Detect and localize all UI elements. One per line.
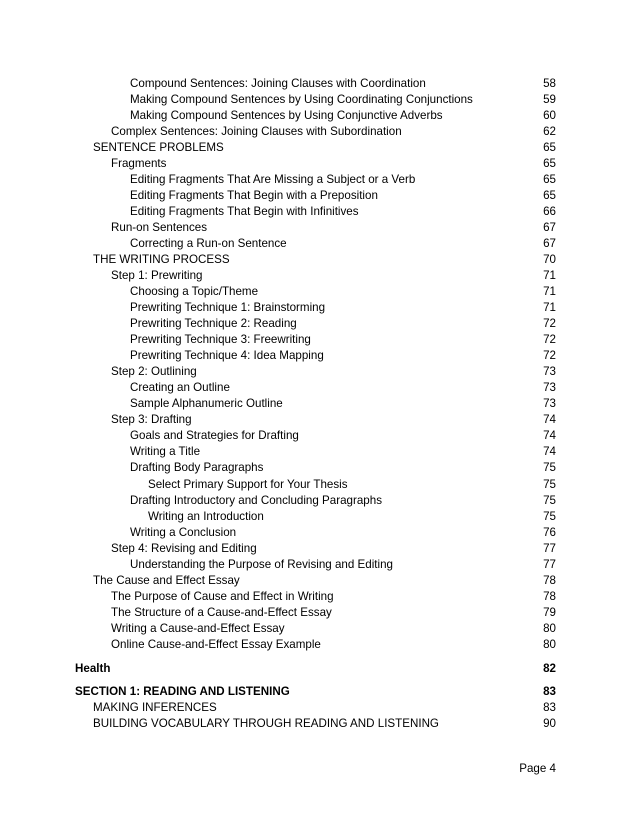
toc-entry[interactable] — [0, 124, 630, 140]
toc-entry[interactable] — [0, 412, 630, 428]
toc-entry-label: Online Cause-and-Effect Essay Example — [111, 638, 321, 651]
toc-entry-label: Writing a Cause-and-Effect Essay — [111, 622, 285, 635]
toc-entry-page: 74 — [543, 429, 556, 442]
toc-entry-label: Drafting Introductory and Concluding Paragraphs — [130, 494, 382, 507]
toc-entry-label: MAKING INFERENCES — [93, 701, 217, 714]
toc-entry[interactable] — [0, 316, 630, 332]
toc-entry-page: 60 — [543, 109, 556, 122]
toc-entry[interactable] — [0, 76, 630, 92]
toc-entry[interactable] — [0, 700, 630, 716]
toc-entry-page: 59 — [543, 93, 556, 106]
toc-entry-label: Writing a Conclusion — [130, 526, 237, 539]
toc-entry[interactable] — [0, 364, 630, 380]
toc-entry-page: 77 — [543, 542, 556, 555]
toc-entry-page: 74 — [543, 413, 556, 426]
toc-entry[interactable] — [0, 573, 630, 589]
toc-entry-label: Run-on Sentences — [111, 221, 208, 234]
toc-entry[interactable] — [0, 332, 630, 348]
toc-entry-page: 83 — [543, 701, 556, 714]
toc-entry[interactable] — [0, 477, 630, 493]
toc-entry-label: The Cause and Effect Essay — [93, 574, 240, 587]
toc-entry[interactable] — [0, 380, 630, 396]
toc-entry-page: 80 — [543, 638, 556, 651]
toc-entry-page: 76 — [543, 526, 556, 539]
toc-entry-label: Prewriting Technique 3: Freewriting — [130, 333, 311, 346]
toc-section-entry[interactable] — [0, 684, 630, 700]
toc-entry-page: 75 — [543, 494, 556, 507]
toc-entry-label: Making Compound Sentences by Using Coordinating Conjunctions — [130, 93, 473, 106]
toc-entry-page: 71 — [543, 301, 556, 314]
toc-entry-label: Select Primary Support for Your Thesis — [148, 478, 348, 491]
toc-entry-page: 75 — [543, 461, 556, 474]
toc-entry-label: Making Compound Sentences by Using Conjunctive Adverbs — [130, 109, 443, 122]
toc-entry-page: 65 — [543, 141, 556, 154]
toc-entry-label: Step 4: Revising and Editing — [111, 542, 257, 555]
toc-entry[interactable] — [0, 525, 630, 541]
toc-entry-page: 77 — [543, 558, 556, 571]
toc-entry-page: 82 — [543, 662, 556, 675]
toc-entry[interactable] — [0, 444, 630, 460]
toc-entry-page: 65 — [543, 173, 556, 186]
toc-entry[interactable] — [0, 637, 630, 653]
toc-entry-label: The Structure of a Cause-and-Effect Essay — [111, 606, 332, 619]
toc-entry-page: 65 — [543, 157, 556, 170]
toc-entry-label: Choosing a Topic/Theme — [130, 285, 259, 298]
toc-entry-page: 67 — [543, 237, 556, 250]
toc-entry-page: 73 — [543, 397, 556, 410]
toc-entry-page: 80 — [543, 622, 556, 635]
toc-entry[interactable] — [0, 428, 630, 444]
toc-entry-label: Writing a Title — [130, 445, 201, 458]
toc-entry-label: Goals and Strategies for Drafting — [130, 429, 299, 442]
toc-entry-label: Correcting a Run-on Sentence — [130, 237, 287, 250]
toc-entry-page: 58 — [543, 77, 556, 90]
toc-entry[interactable] — [0, 493, 630, 509]
toc-entry-page: 74 — [543, 445, 556, 458]
toc-entry[interactable] — [0, 204, 630, 220]
toc-entry-page: 78 — [543, 574, 556, 587]
toc-entry-label: Editing Fragments That Begin with a Preposition — [130, 189, 378, 202]
toc-entry-page: 73 — [543, 381, 556, 394]
toc-entry[interactable] — [0, 300, 630, 316]
toc-entry-label: Prewriting Technique 2: Reading — [130, 317, 297, 330]
toc-entry[interactable] — [0, 172, 630, 188]
toc-entry[interactable] — [0, 460, 630, 476]
toc-entry-page: 90 — [543, 717, 556, 730]
toc-entry[interactable] — [0, 541, 630, 557]
toc-entry-page: 71 — [543, 269, 556, 282]
toc-entry-label: Writing an Introduction — [148, 510, 264, 523]
toc-entry-label: Prewriting Technique 4: Idea Mapping — [130, 349, 324, 362]
toc-entry-label: Prewriting Technique 1: Brainstorming — [130, 301, 326, 314]
toc-entry[interactable] — [0, 188, 630, 204]
toc-entry-label: SECTION 1: READING AND LISTENING — [75, 685, 290, 698]
toc-entry-label: Step 1: Prewriting — [111, 269, 203, 282]
toc-entry-label: Compound Sentences: Joining Clauses with Coordination — [130, 77, 426, 90]
toc-entry[interactable] — [0, 509, 630, 525]
toc-entry[interactable] — [0, 716, 630, 732]
toc-entry[interactable] — [0, 236, 630, 252]
page-number: Page 4 — [519, 762, 556, 775]
toc-entry-label: THE WRITING PROCESS — [93, 253, 230, 266]
toc-entry[interactable] — [0, 557, 630, 573]
toc-entry-page: 71 — [543, 285, 556, 298]
toc-entry[interactable] — [0, 220, 630, 236]
toc-entry[interactable] — [0, 348, 630, 364]
toc-entry[interactable] — [0, 589, 630, 605]
toc-entry[interactable] — [0, 605, 630, 621]
toc-entry[interactable] — [0, 92, 630, 108]
toc-entry[interactable] — [0, 252, 630, 268]
toc-entry-page: 62 — [543, 125, 556, 138]
toc-entry-page: 79 — [543, 606, 556, 619]
toc-entry-page: 75 — [543, 478, 556, 491]
toc-entry-page: 65 — [543, 189, 556, 202]
toc-entry-page: 70 — [543, 253, 556, 266]
toc-entry-page: 72 — [543, 317, 556, 330]
toc-entry[interactable] — [0, 268, 630, 284]
toc-entry-page: 75 — [543, 510, 556, 523]
toc-entry-page: 78 — [543, 590, 556, 603]
toc-entry-label: Step 2: Outlining — [111, 365, 197, 378]
toc-entry-label: Complex Sentences: Joining Clauses with Subordination — [111, 125, 402, 138]
toc-entry-page: 83 — [543, 685, 556, 698]
toc-entry-page: 66 — [543, 205, 556, 218]
toc-entry-page: 72 — [543, 349, 556, 362]
toc-entry-label: SENTENCE PROBLEMS — [93, 141, 224, 154]
toc-entry-label: Editing Fragments That Are Missing a Subject or a Verb — [130, 173, 416, 186]
toc-entry-label: BUILDING VOCABULARY THROUGH READING AND LISTENING — [93, 717, 439, 730]
toc-entry[interactable] — [0, 621, 630, 637]
toc-entry-page: 67 — [543, 221, 556, 234]
toc-entry-label: Editing Fragments That Begin with Infinitives — [130, 205, 359, 218]
toc-entry-label: The Purpose of Cause and Effect in Writing — [111, 590, 334, 603]
toc-entry-page: 73 — [543, 365, 556, 378]
toc-entry[interactable] — [0, 140, 630, 156]
toc-entry-label: Health — [75, 662, 111, 675]
toc-entry-label: Sample Alphanumeric Outline — [130, 397, 283, 410]
toc-entry-label: Fragments — [111, 157, 167, 170]
toc-entry[interactable] — [0, 156, 630, 172]
toc-entry[interactable] — [0, 108, 630, 124]
toc-entry-label: Creating an Outline — [130, 381, 230, 394]
toc-chapter-entry[interactable] — [0, 661, 630, 677]
toc-entry-page: 72 — [543, 333, 556, 346]
toc-entry[interactable] — [0, 284, 630, 300]
toc-entry[interactable] — [0, 396, 630, 412]
toc-entry-label: Step 3: Drafting — [111, 413, 192, 426]
toc-entry-label: Understanding the Purpose of Revising and Editing — [130, 558, 393, 571]
toc-entry-label: Drafting Body Paragraphs — [130, 461, 264, 474]
